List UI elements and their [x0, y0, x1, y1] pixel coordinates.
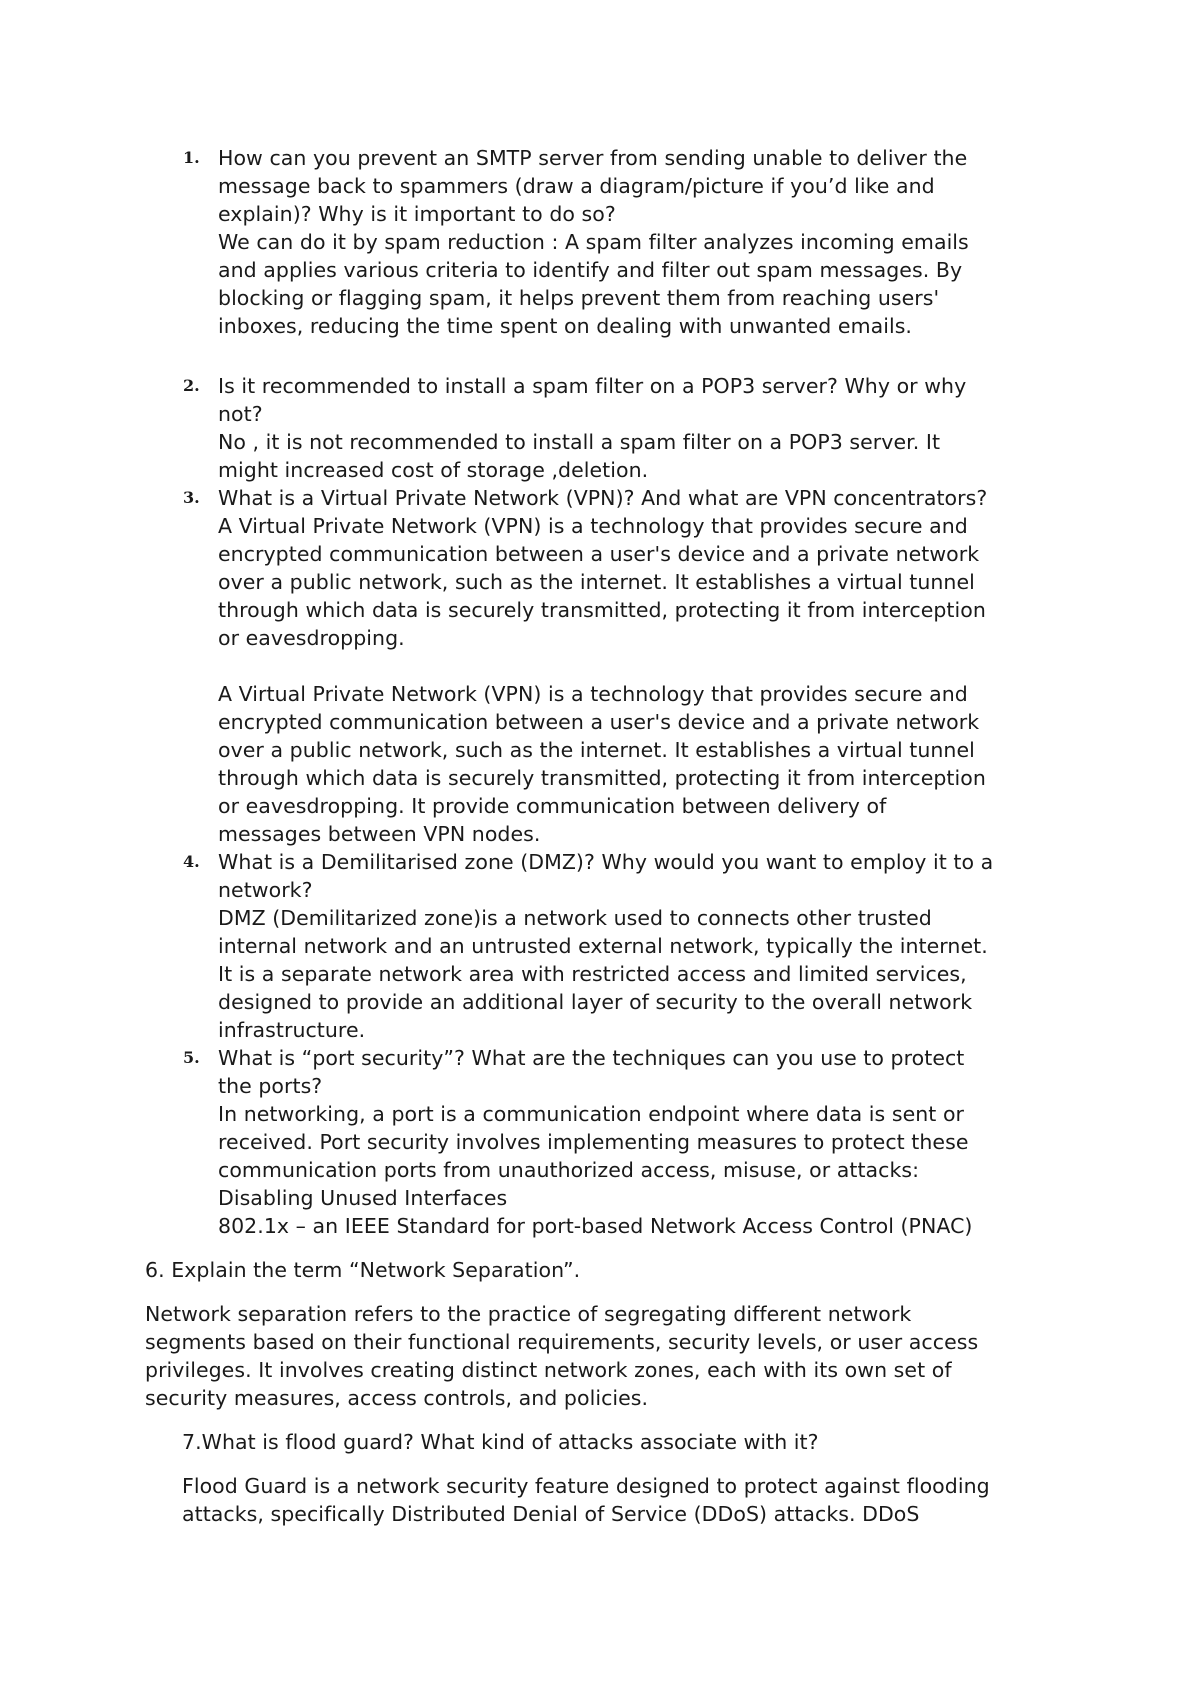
answer-line: through which data is securely transmitted, protecting it from interception — [218, 766, 986, 790]
answer-line: inboxes, reducing the time spent on dealing with unwanted emails. — [218, 314, 912, 338]
answer-line: Flood Guard is a network security feature designed to protect against flooding — [182, 1474, 990, 1498]
list-number: 3. — [183, 488, 200, 507]
list-number: 5. — [183, 1048, 200, 1067]
answer-line: A Virtual Private Network (VPN) is a technology that provides secure and — [218, 682, 968, 706]
answer-line: infrastructure. — [218, 1018, 366, 1042]
question-line: What is a Virtual Private Network (VPN)? And what are VPN concentrators? — [218, 486, 988, 510]
question-line: What is “port security”? What are the techniques can you use to protect — [218, 1046, 965, 1070]
question-heading: 6. Explain the term “Network Separation”. — [145, 1258, 581, 1282]
answer-line: No , it is not recommended to install a spam filter on a POP3 server. It — [218, 430, 941, 454]
question-line: network? — [218, 878, 313, 902]
answer-line: over a public network, such as the internet. It establishes a virtual tunnel — [218, 738, 975, 762]
list-number: 2. — [183, 376, 200, 395]
answer-line: blocking or flagging spam, it helps prevent them from reaching users' — [218, 286, 940, 310]
answer-line: or eavesdropping. — [218, 626, 405, 650]
answer-line: A Virtual Private Network (VPN) is a technology that provides secure and — [218, 514, 968, 538]
answer-line: DMZ (Demilitarized zone)is a network used to connects other trusted — [218, 906, 932, 930]
answer-line: encrypted communication between a user's device and a private network — [218, 542, 980, 566]
answer-line: might increased cost of storage ,deletion. — [218, 458, 649, 482]
question-line: the ports? — [218, 1074, 323, 1098]
question-line: not? — [218, 402, 263, 426]
question-heading: 7.What is flood guard? What kind of attacks associate with it? — [182, 1430, 819, 1454]
answer-line: communication ports from unauthorized access, misuse, or attacks: — [218, 1158, 920, 1182]
answer-line: 802.1x – an IEEE Standard for port-based Network Access Control (PNAC) — [218, 1214, 973, 1238]
answer-line: designed to provide an additional layer of security to the overall network — [218, 990, 973, 1014]
list-number: 4. — [183, 852, 200, 871]
answer-line: received. Port security involves implementing measures to protect these — [218, 1130, 969, 1154]
question-line: How can you prevent an SMTP server from sending unable to deliver the — [218, 146, 968, 170]
answer-line: attacks, specifically Distributed Denial of Service (DDoS) attacks. DDoS — [182, 1502, 920, 1526]
answer-line: or eavesdropping. It provide communication between delivery of — [218, 794, 887, 818]
answer-line: Disabling Unused Interfaces — [218, 1186, 508, 1210]
question-line: message back to spammers (draw a diagram/picture if you’d like and — [218, 174, 935, 198]
answer-line: over a public network, such as the internet. It establishes a virtual tunnel — [218, 570, 975, 594]
answer-line: Network separation refers to the practice of segregating different network — [145, 1302, 912, 1326]
answer-line: internal network and an untrusted external network, typically the internet. — [218, 934, 988, 958]
answer-line: messages between VPN nodes. — [218, 822, 541, 846]
answer-line: and applies various criteria to identify and filter out spam messages. By — [218, 258, 963, 282]
question-line: explain)? Why is it important to do so? — [218, 202, 616, 226]
answer-line: encrypted communication between a user's device and a private network — [218, 710, 980, 734]
answer-line: security measures, access controls, and policies. — [145, 1386, 649, 1410]
answer-line: segments based on their functional requirements, security levels, or user access — [145, 1330, 979, 1354]
list-number: 1. — [183, 148, 200, 167]
question-line: Is it recommended to install a spam filter on a POP3 server? Why or why — [218, 374, 967, 398]
answer-line: It is a separate network area with restricted access and limited services, — [218, 962, 967, 986]
answer-line: through which data is securely transmitted, protecting it from interception — [218, 598, 986, 622]
answer-line: We can do it by spam reduction : A spam filter analyzes incoming emails — [218, 230, 969, 254]
question-line: What is a Demilitarised zone (DMZ)? Why would you want to employ it to a — [218, 850, 994, 874]
answer-line: In networking, a port is a communication endpoint where data is sent or — [218, 1102, 965, 1126]
answer-line: privileges. It involves creating distinct network zones, each with its own set of — [145, 1358, 952, 1382]
